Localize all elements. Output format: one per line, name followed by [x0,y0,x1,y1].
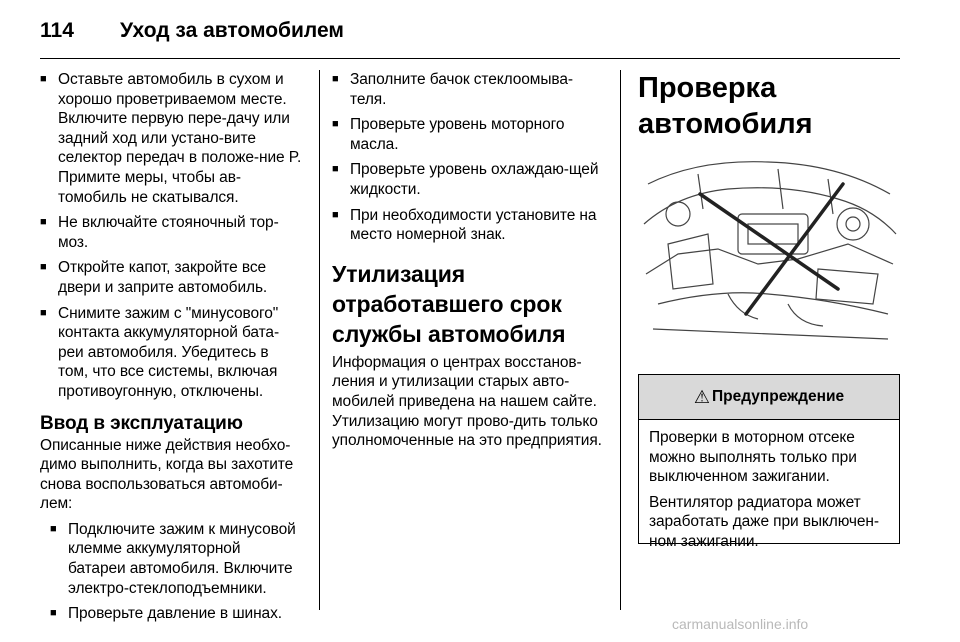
list-item: ■ При необходимости установите на место номерной знак. [332,206,608,245]
list-item: ■ Проверьте давление в шинах. [50,604,302,624]
header-divider [40,58,900,59]
engine-bay-drawing [638,154,900,350]
list-item: ■ Проверьте уровень моторного масла. [332,115,608,154]
page-title: Уход за автомобилем [120,19,344,42]
list-item: ■ Заполните бачок стеклоомыва-теля. [332,70,608,109]
paragraph: Информация о центрах восстанов-ления и утилизации старых авто-мобилей приведена на нашем сайте. Утилизацию могут прово-дить только уполномоченные на это предприятия. [332,353,602,450]
list-item: ■ Откройте капот, закройте все двери и заприте автомобиль. [40,258,302,297]
section-heading-disposal: Утилизация отработавшего срок службы автомобиля [332,260,566,347]
warning-triangle-icon: ⚠ [693,386,711,407]
list-item: ■ Не включайте стояночный тор-моз. [40,213,302,252]
warning-box [638,374,900,550]
watermark-text: carmanualsonline.info [672,616,809,632]
section-heading-vehicle-check: Проверка автомобиля [638,72,813,140]
column-divider-2 [620,70,621,610]
engine-bay-illustration [638,154,900,350]
column-2 [332,70,608,457]
warning-title: Предупреждение [712,388,845,405]
list-item: ■ Оставьте автомобиль в сухом и хорошо проветриваемом месте. Включите первую пере-дачу или задний ход или устано-вите селектор передач в положе-ние P. Примите меры, чтобы ав-томобиль не скатывался. [40,70,302,207]
section-heading-commissioning: Ввод в эксплуатацию [40,412,243,434]
page-header [0,0,960,60]
page-number: 114 [40,19,74,42]
list-item: ■ Снимите зажим с "минусового" контакта аккумуляторной бата-реи автомобиля. Убедитесь в том, что все системы, включая противоугонную, отключены. [40,304,302,402]
list-item: ■ Проверьте уровень охлаждаю-щей жидкости. [332,160,608,199]
warning-paragraph: Проверки в моторном отсеке можно выполнять только при выключенном зажигании. [649,429,857,486]
column-1 [40,70,302,630]
warning-header [639,375,899,420]
list-item: ■ Подключите зажим к минусовой клемме аккумуляторной батареи автомобиля. Включите электро-стеклоподъемники. [50,520,302,598]
column-divider-1 [319,70,320,610]
warning-body [639,420,899,552]
paragraph: Описанные ниже действия необхо-димо выполнить, когда вы захотите снова воспользоваться автомоби-лем: [40,436,294,513]
warning-paragraph: Вентилятор радиатора может заработать даже при выключен-ном зажигании. [649,493,879,550]
